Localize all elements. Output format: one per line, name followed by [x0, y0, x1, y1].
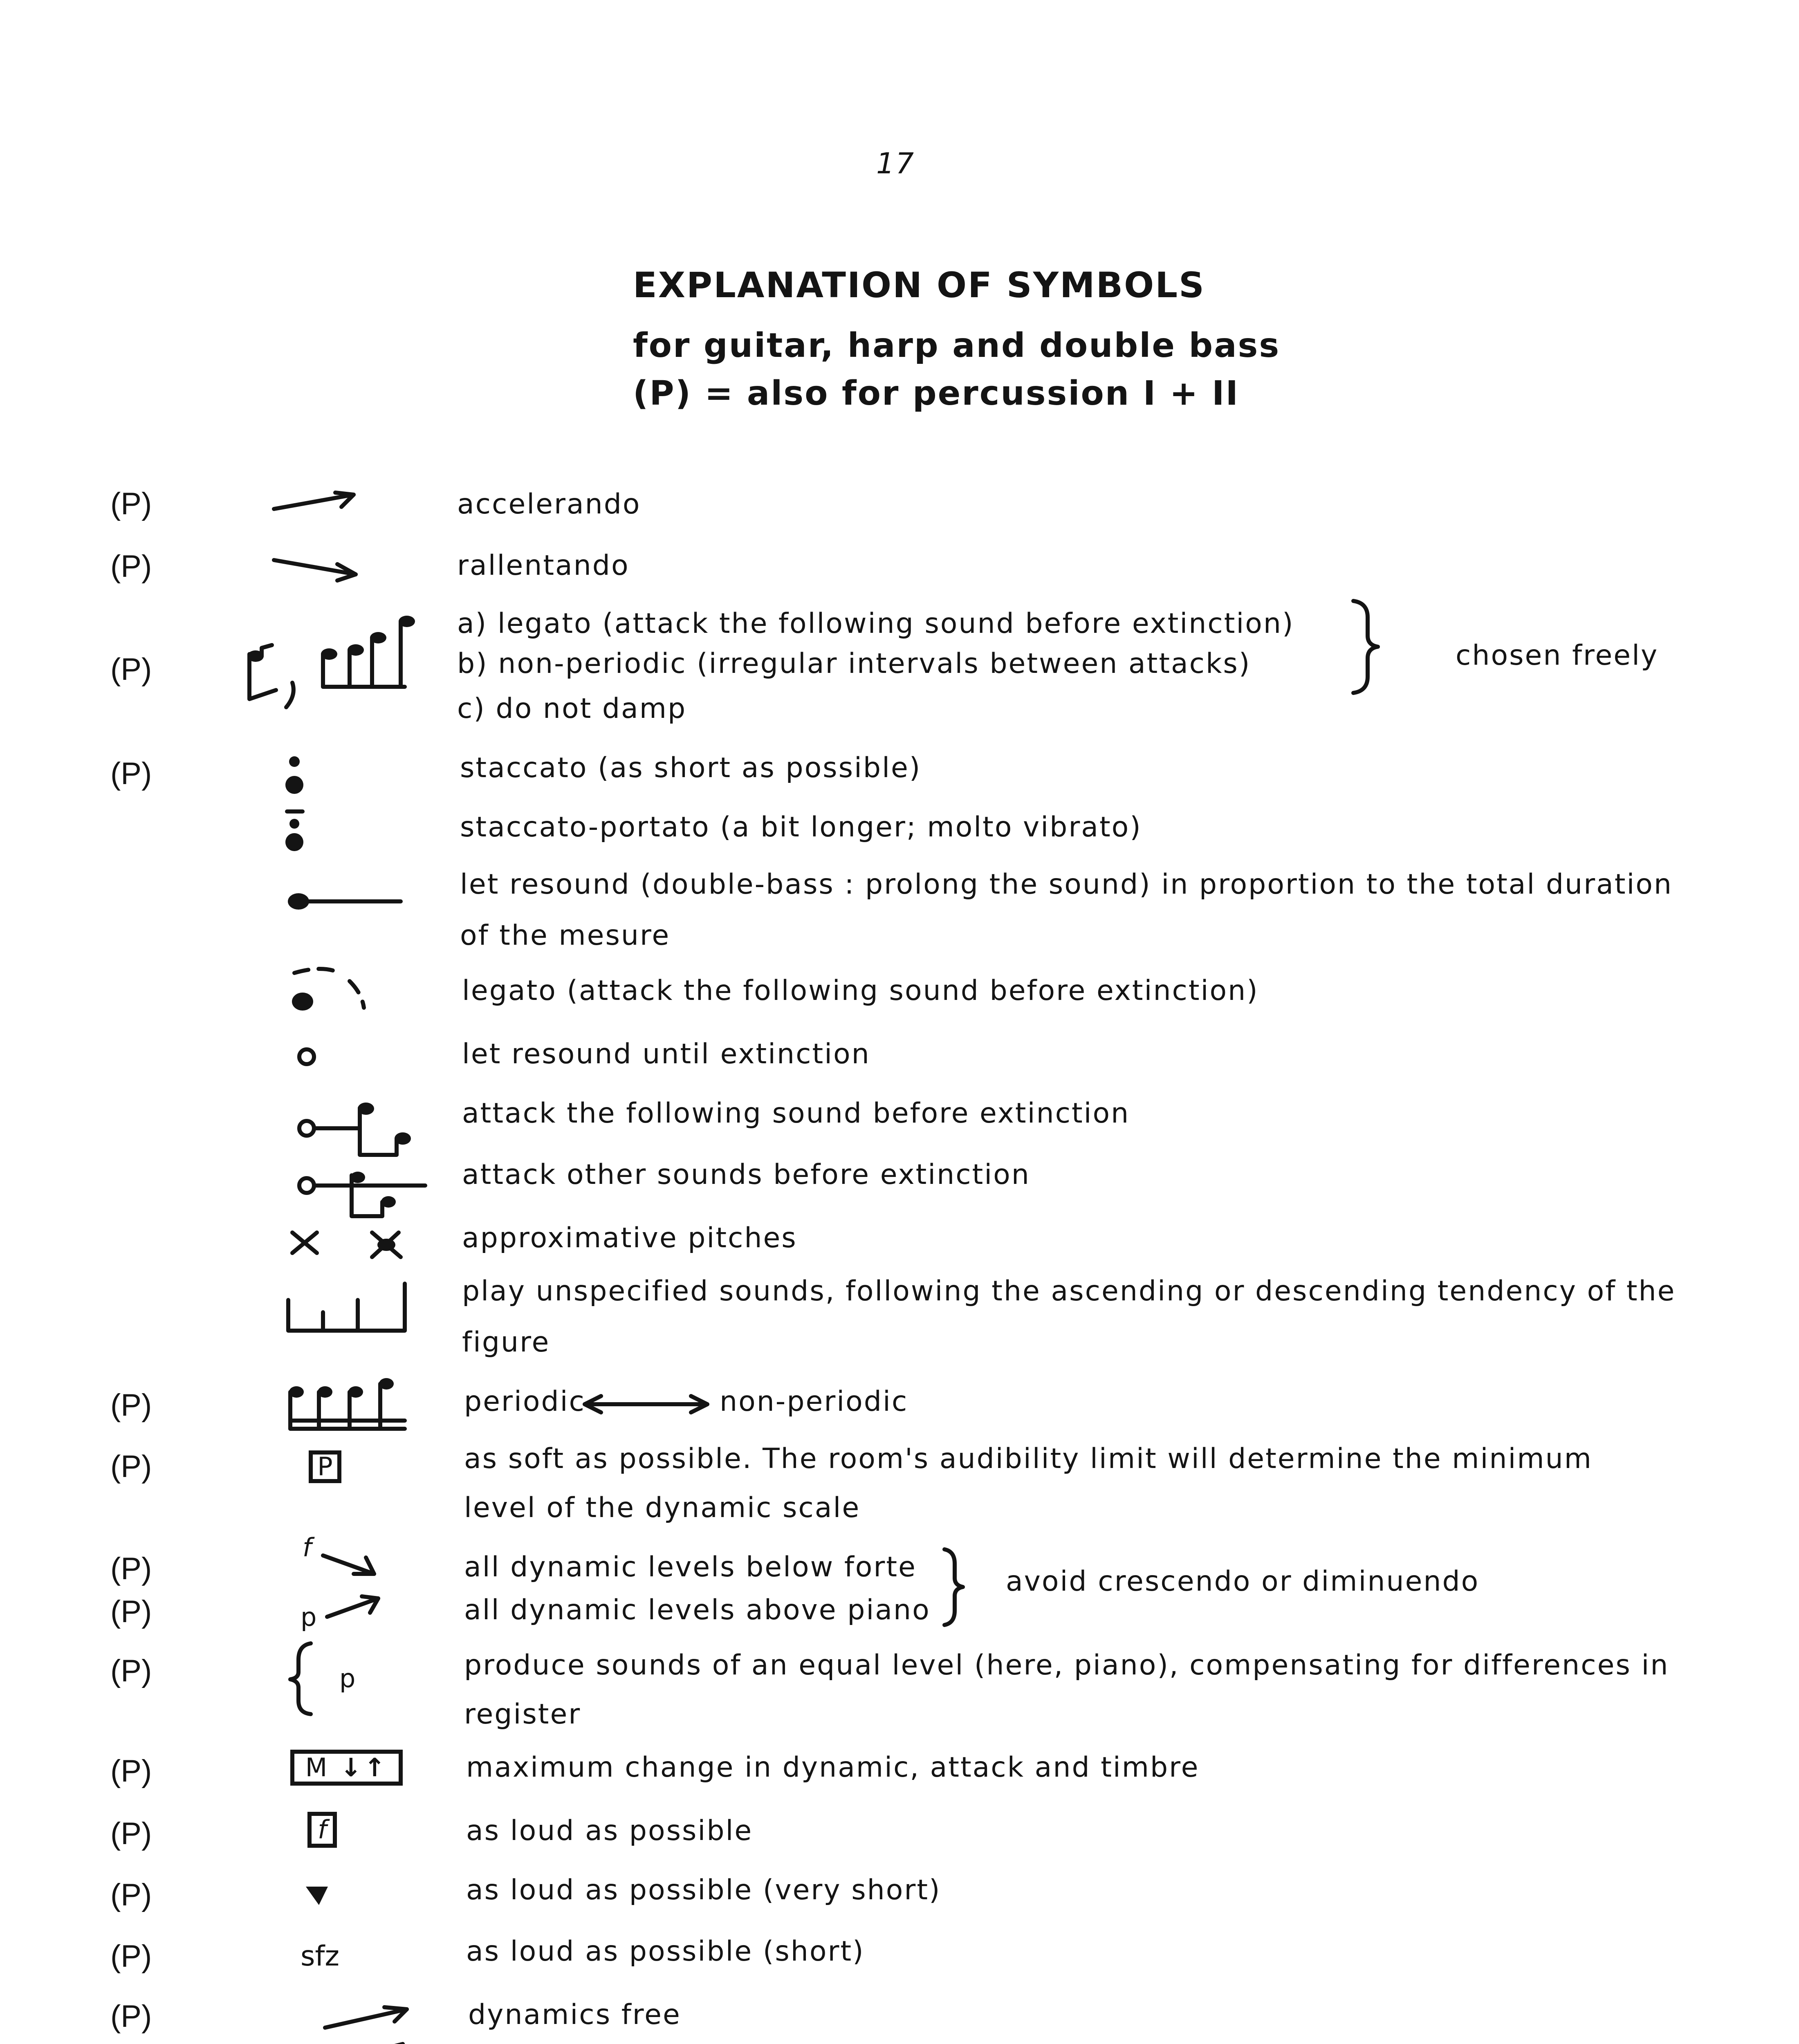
brace-piano-letter: p — [339, 1663, 356, 1693]
percussion-mark: (P) — [110, 1999, 152, 2034]
accelerando-arrow-icon — [270, 486, 360, 519]
percussion-mark: (P) — [110, 1754, 152, 1788]
percussion-mark: (P) — [110, 756, 152, 791]
right-brace-icon — [1349, 597, 1382, 699]
desc-avoid: avoid crescendo or diminuendo — [1006, 1565, 1480, 1598]
desc-loud: as loud as possible — [466, 1815, 753, 1847]
crescendo-limits-icon — [286, 2038, 409, 2044]
percussion-mark: (P) — [110, 549, 152, 584]
p-box-icon: P — [309, 1450, 341, 1483]
attack-following-icon — [294, 1100, 417, 1161]
crescendo-arrow-icon — [323, 1590, 388, 1623]
brace-icon — [286, 1639, 319, 1717]
subtitle-instruments: for guitar, harp and double bass — [633, 326, 1281, 365]
periodic-notes-icon — [282, 1376, 413, 1441]
up-down-arrows-icon: ↓↑ — [340, 1753, 388, 1782]
percussion-mark: (P) — [110, 652, 152, 687]
desc-legato-a: a) legato (attack the following sound before extinction) — [457, 607, 1294, 640]
desc-periodic: periodic — [464, 1385, 585, 1418]
rallentando-arrow-icon — [270, 552, 364, 585]
percussion-mark: (P) — [110, 1654, 152, 1688]
f-box-icon: f — [307, 1812, 337, 1848]
desc-nonperiodic-b: b) non-periodic (irregular intervals between attacks) — [457, 648, 1251, 680]
maximum-change-box — [290, 1750, 403, 1786]
desc-loud-short: as loud as possible (short) — [466, 1935, 865, 1968]
percussion-mark: (P) — [110, 1449, 152, 1484]
percussion-mark: (P) — [110, 1594, 152, 1629]
desc-accelerando: accelerando — [457, 488, 641, 520]
desc-equal-2: register — [464, 1698, 581, 1730]
desc-maximum-change: maximum change in dynamic, attack and timbre — [466, 1751, 1200, 1784]
desc-soft-1: as soft as possible. The room's audibility limit will determine the minimum — [464, 1443, 1593, 1475]
desc-legato-attack: legato (attack the following sound before extinction) — [462, 975, 1259, 1007]
desc-donotdamp-c: c) do not damp — [457, 693, 687, 725]
desc-attack-other: attack other sounds before extinction — [462, 1159, 1030, 1191]
m-letter: M — [305, 1753, 330, 1782]
desc-dynamics-free: dynamics free — [468, 1999, 681, 2031]
legato-nonperiodic-group-icon — [241, 605, 417, 711]
decrescendo-arrow-icon — [319, 1549, 384, 1582]
page-title: EXPLANATION OF SYMBOLS — [633, 265, 1205, 306]
desc-unspecified-1: play unspecified sounds, following the ascending or descending tendency of the — [462, 1275, 1676, 1307]
desc-staccato: staccato (as short as possible) — [460, 752, 922, 784]
unspecified-figure-icon — [282, 1275, 413, 1341]
desc-let-resound-1: let resound (double-bass : prolong the sound) in proportion to the total duration — [460, 868, 1673, 901]
desc-above-piano: all dynamic levels above piano — [464, 1594, 931, 1626]
percussion-mark: (P) — [110, 1551, 152, 1586]
desc-approximative: approximative pitches — [462, 1222, 797, 1254]
sfz-label: sfz — [301, 1940, 340, 1972]
percussion-mark: (P) — [110, 486, 152, 521]
approximative-x-icon — [286, 1220, 421, 1261]
desc-let-resound-2: of the mesure — [460, 919, 671, 952]
staccato-portato-icon — [282, 807, 307, 852]
percussion-mark: (P) — [110, 1816, 152, 1851]
double-arrow-icon — [581, 1390, 716, 1419]
desc-non-periodic: non-periodic — [720, 1385, 908, 1418]
wedge-accent-icon — [303, 1883, 335, 1915]
desc-unspecified-2: figure — [462, 1326, 550, 1358]
let-resound-line-icon — [286, 885, 405, 918]
percussion-mark: (P) — [110, 1939, 152, 1974]
subtitle-percussion: (P) = also for percussion I + II — [633, 374, 1240, 413]
desc-loud-very-short: as loud as possible (very short) — [466, 1874, 941, 1906]
desc-equal-1: produce sounds of an equal level (here, piano), compensating for differences in — [464, 1649, 1669, 1681]
desc-below-forte: all dynamic levels below forte — [464, 1551, 917, 1583]
staccato-dot-icon — [282, 754, 307, 799]
desc-soft-2: level of the dynamic scale — [464, 1492, 861, 1524]
desc-staccato-portato: staccato-portato (a bit longer; molto vibrato) — [460, 811, 1142, 843]
desc-attack-following: attack the following sound before extinction — [462, 1097, 1130, 1130]
legato-slur-dot-icon — [286, 963, 376, 1024]
piano-letter: p — [301, 1602, 317, 1632]
attack-other-icon — [294, 1169, 429, 1226]
desc-rallentando: rallentando — [457, 549, 630, 582]
dynamics-brace-icon — [940, 1545, 969, 1631]
desc-chosen-freely: chosen freely — [1456, 639, 1659, 672]
page-number: 17 — [876, 147, 915, 180]
desc-let-resound-until: let resound until extinction — [462, 1038, 870, 1070]
forte-letter: f — [303, 1533, 312, 1562]
dynamics-free-arrow-icon — [319, 2001, 417, 2038]
open-circle-icon — [294, 1044, 319, 1069]
percussion-mark: (P) — [110, 1388, 152, 1423]
percussion-mark: (P) — [110, 1878, 152, 1912]
